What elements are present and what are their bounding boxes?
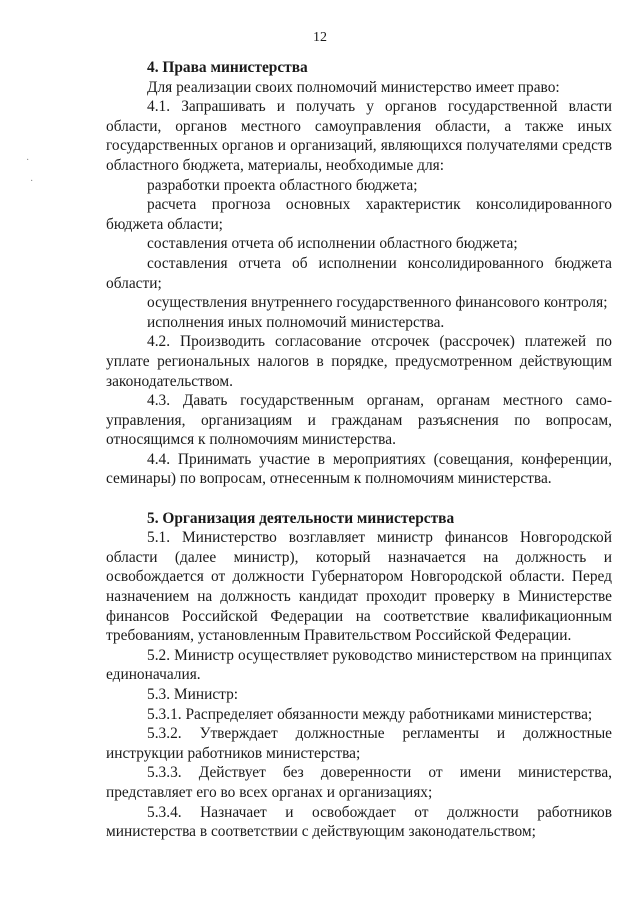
- paragraph: составления отчета об исполнении областного бюджета;: [147, 235, 518, 253]
- paragraph: исполнения иных полномочий министерства.: [147, 313, 445, 331]
- paragraph: 5.1. Министерство возглавляет министр финансов Новгородской области (далее министр), который назначается на должность и освобождается от должности Губернатором Новгородской области. Перед назначением на должность кандидат проходит проверку в Министерстве финансов Российской Федерации на соответствие квалификационным требованиям, установленным Правительством Российской Федерации.: [106, 529, 612, 645]
- paragraph: осуществления внутреннего государственного финансового контроля;: [147, 294, 608, 312]
- scan-speck: ·: [26, 155, 30, 166]
- section-title: 5. Организация деятельности министерства: [147, 509, 455, 527]
- paragraph: 4.1. Запрашивать и получать у органов государственной власти области, органов местного самоуправления области, а также иных государственных органов и организаций, являющихся получателями средств областного бюджета, материалы, необходимые для:: [106, 98, 612, 174]
- paragraph: 4.3. Давать государственным органам, органам местного само-управления, организациям и гражданам разъяснения по вопросам, относящимся к полномочиям министерства.: [106, 392, 612, 449]
- scan-speck: ·: [30, 176, 34, 187]
- paragraph: 4.4. Принимать участие в мероприятиях (совещания, конференции, семинары) по вопросам, отнесенным к полномочиям министерства.: [106, 450, 612, 488]
- section-title: 4. Права министерства: [147, 59, 308, 76]
- document-body: [106, 58, 612, 842]
- paragraph: 5.3.2. Утверждает должностные регламенты и должностные инструкции работников министерства;: [106, 725, 612, 762]
- paragraph: расчета прогноза основных характеристик консолидированного бюджета области;: [106, 196, 612, 233]
- page-number: 12: [313, 30, 327, 45]
- paragraph: 5.3. Министр:: [147, 686, 239, 703]
- paragraph: разработки проекта областного бюджета;: [147, 176, 418, 194]
- paragraph: 5.3.4. Назначает и освобождает от должности работников министерства в соответствии с действующим законодательством;: [106, 803, 612, 841]
- paragraph: 4.2. Производить согласование отсрочек (рассрочек) платежей по уплате региональных налогов в порядке, предусмотренном действующим законодательством.: [106, 333, 612, 390]
- paragraph: 5.2. Министр осуществляет руководство министерством на принципах единоначалия.: [106, 646, 612, 684]
- paragraph: составления отчета об исполнении консолидированного бюджета области;: [106, 254, 612, 292]
- paragraph: 5.3.1. Распределяет обязанности между работниками министерства;: [147, 705, 593, 723]
- paragraph: 5.3.3. Действует без доверенности от имени министерства, представляет его во всех органах и организациях;: [106, 764, 612, 801]
- section-spacer: [106, 489, 612, 509]
- paragraph: Для реализации своих полномочий министерство имеет право:: [147, 78, 560, 96]
